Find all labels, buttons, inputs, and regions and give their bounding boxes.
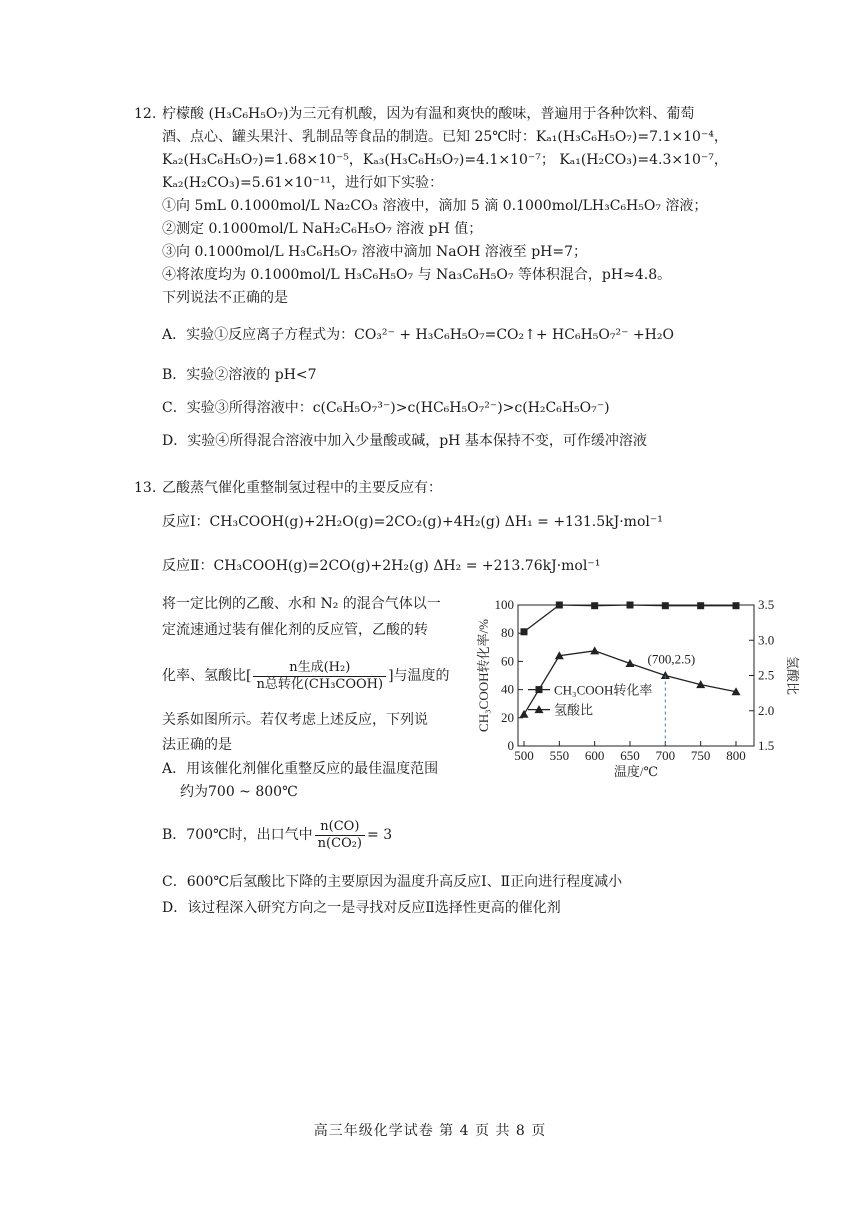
q12-option-b[interactable]: B．实验②溶液的 pH<7 [162,367,317,383]
q12-line-4: Kₐ₂(H₂CO₃)=5.61×10⁻¹¹，进行如下实验： [162,175,444,191]
y-axis-label-right: 氢酸比 [785,655,800,696]
legend-marker-conversion [536,686,543,693]
page-footer: 高三年级化学试卷 第 4 页 共 8 页 [313,1123,547,1139]
question-12-number: 12. [134,106,157,122]
q13-text-5: 法正确的是 [162,737,232,753]
q13-option-c[interactable]: C．600℃后氢酸比下降的主要原因为温度升高反应Ⅰ、Ⅱ正向进行程度减小 [162,874,623,890]
q13-option-a-cont: 约为700 ~ 800℃ [180,784,298,800]
x-tick-label: 600 [584,748,605,763]
co2-denominator: n(CO₂) [317,835,363,851]
left-tick-label: 40 [501,681,514,697]
q12-option-c[interactable]: C．实验③所得溶液中：c(C₆H₅O₇³⁻)>c(HC₆H₅O₇²⁻)>c(H₂C₆H₅O₇⁻) [162,400,610,416]
left-tick-label: 0 [507,738,514,753]
q12-experiment-4: ④将浓度均为 0.1000mol/L H₃C₆H₅O₇ 与 Na₃C₆H₅O₇ 等体积混合，pH≈4.8。 [162,267,672,283]
x-tick-label: 500 [514,748,534,763]
right-tick-label: 1.5 [758,738,775,753]
legend-label-ratio: 氢酸比 [554,702,594,718]
co-numerator: n(CO) [315,819,365,836]
conversion-point [733,602,740,609]
x-axis-label: 温度/℃ [613,764,659,779]
conversion-point [662,602,669,609]
x-tick-label: 750 [690,748,711,763]
q13-option-d[interactable]: D．该过程深入研究方向之一是寻找对反应Ⅱ选择性更高的催化剂 [162,900,561,916]
right-tick-label: 2.5 [758,667,775,683]
q13-text-2: 定流速通过装有催化剂的反应管，乙酸的转 [162,622,428,638]
q12-line-2: 酒、点心、罐头果汁、乳制品等食品的制造。已知 25℃时：Kₐ₁(H₃C₆H₅O₇)=7.1×10⁻⁴， [162,129,728,145]
q13-reaction-2: 反应Ⅱ：CH₃COOH(g)=2CO(g)+2H₂(g) ΔH₂ = +213.76kJ·mol⁻¹ [162,558,601,574]
left-tick-label: 80 [501,625,514,641]
q13-reaction-1: 反应Ⅰ：CH₃COOH(g)+2H₂O(g)=2CO₂(g)+4H₂(g) ΔH₁ = +131.5kJ·mol⁻¹ [162,514,663,530]
q13-text-4: 关系如图所示。若仅考虑上述反应，下列说 [162,712,428,728]
conversion-point [697,602,704,609]
plot-frame [518,605,754,746]
legend-label-conversion: CH₃COOH转化率 [554,682,653,698]
q13-text-3 [162,646,450,706]
question-13-number: 13. [134,480,157,496]
left-tick-label: 100 [494,597,514,612]
conversion-point [556,602,563,609]
q13-text-3-post: ]与温度的 [388,668,450,684]
right-tick-label: 2.0 [758,702,775,718]
right-tick-label: 3.0 [758,632,775,648]
conversion-point [521,628,528,635]
q12-option-d[interactable]: D．实验④所得混合溶液中加入少量酸或碱，pH 基本保持不变，可作缓冲溶液 [162,433,647,449]
x-tick-label: 550 [549,748,570,763]
frac-denominator: n总转化(CH₃COOH) [256,676,384,692]
q12-line-3: Kₐ₂(H₃C₆H₅O₇)=1.68×10⁻⁵，Kₐ₃(H₃C₆H₅O₇)=4.1×10⁻⁷； Kₐ₁(H₂CO₃)=4.3×10⁻⁷， [162,152,728,168]
q12-option-a[interactable]: A．实验①反应离子方程式为：CO₃²⁻ + H₃C₆H₅O₇=CO₂↑+ HC₆H₅O₇²⁻ +H₂O [162,327,674,343]
q13-option-a[interactable]: A．用该催化剂催化重整反应的最佳温度范围 [162,761,439,777]
left-tick-label: 60 [501,653,514,669]
right-tick-label: 3.5 [758,597,775,612]
y-axis-label-left: CH₃COOH转化率/% [476,619,491,732]
q13-option-b-post: = 3 [367,827,393,843]
q13-option-b-pre: B．700℃时，出口气中 [162,827,313,843]
x-tick-label: 800 [726,748,746,763]
q12-experiment-1: ①向 5mL 0.1000mol/L Na₂CO₃ 溶液中，滴加 5 滴 0.1000mol/LH₃C₆H₅O₇ 溶液； [162,198,708,214]
series-line-1 [524,605,736,632]
q12-experiment-3: ③向 0.1000mol/L H₃C₆H₅O₇ 溶液中滴加 NaOH 溶液至 pH=7； [162,244,588,260]
ratio-point [520,710,529,718]
left-tick-label: 20 [501,709,514,725]
q12-line-1: 柠檬酸 (H₃C₆H₅O₇)为三元有机酸，因为有温和爽快的酸味，普遍用于各种饮料、葡萄 [162,106,695,122]
hydrogen-acid-ratio-fraction [253,660,386,693]
q13-option-b[interactable] [162,808,392,862]
q12-experiment-2: ②测定 0.1000mol/L NaH₂C₆H₅O₇ 溶液 pH 值； [162,221,483,237]
q13-intro: 乙酸蒸气催化重整制氢过程中的主要反应有： [162,480,442,496]
q13-text-3-pre: 化率、氢酸比[ [162,668,252,684]
annotation-label: (700,2.5) [647,651,696,667]
x-tick-label: 700 [655,748,676,763]
conversion-point [591,602,598,609]
x-tick-label: 650 [620,748,640,763]
q13-text-1: 将一定比例的乙酸、水和 N₂ 的混合气体以一 [162,596,441,612]
conversion-ratio-chart [470,590,800,790]
conversion-point [627,602,634,609]
co-ratio-fraction [315,819,365,852]
ratio-point [590,646,599,654]
frac-numerator: n生成(H₂) [253,660,386,677]
q12-prompt: 下列说法不正确的是 [162,290,288,306]
